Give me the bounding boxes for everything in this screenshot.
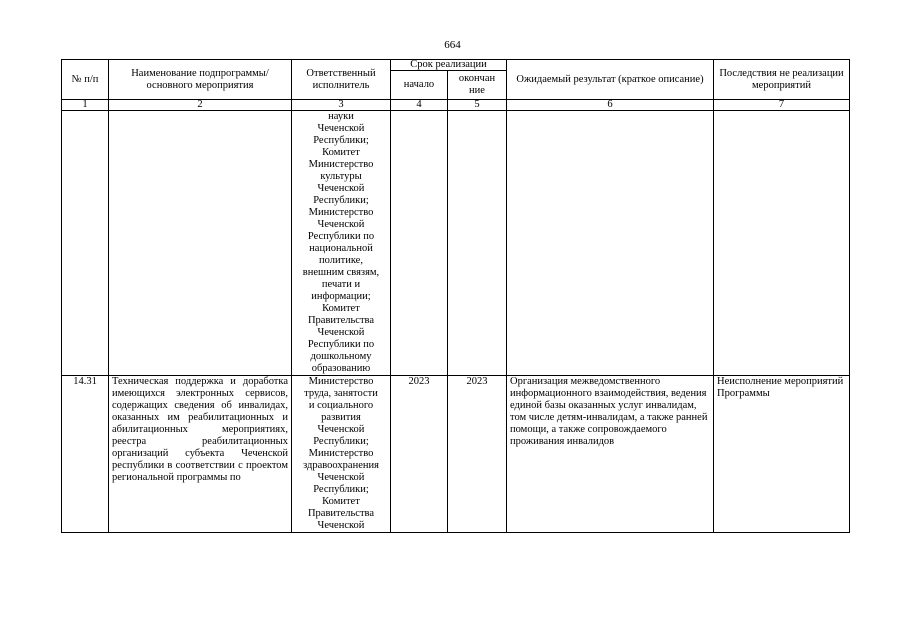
cont-consequences-cell [714, 111, 850, 376]
responsible-line: культуры [320, 171, 362, 182]
row-end-year: 2023 [448, 376, 507, 533]
responsible-line: политике, [319, 255, 363, 266]
page-number: 664 [444, 39, 461, 51]
cont-name-cell [109, 111, 292, 376]
responsible-line: внешним связям, [302, 267, 380, 278]
header-start: начало [391, 71, 448, 100]
responsible-line: Республики; [313, 484, 369, 495]
header-number: № п/п [62, 60, 109, 100]
header-name: Наименование подпрограммы/ основного мероприятия [109, 60, 292, 100]
cont-result-cell [507, 111, 714, 376]
responsible-line: Чеченской [317, 123, 365, 134]
responsible-line: дошкольному [310, 351, 372, 362]
responsible-line: Республики; [313, 436, 369, 447]
cont-end-cell [448, 111, 507, 376]
responsible-line: Правительства [307, 315, 375, 326]
responsible-line: Чеченской [317, 183, 365, 194]
column-number: 4 [391, 100, 448, 111]
responsible-line: Чеченской [317, 327, 365, 338]
responsible-line: Комитет [322, 496, 360, 507]
responsible-line: национальной [309, 243, 373, 254]
responsible-line: Министерство [308, 207, 374, 218]
cont-number-cell [62, 111, 109, 376]
column-number: 5 [448, 100, 507, 111]
responsible-line: Комитет [322, 147, 360, 158]
responsible-line: Республики по [307, 231, 375, 242]
program-table [61, 59, 850, 533]
column-number-row [62, 100, 850, 111]
header-result: Ожидаемый результат (краткое описание) [507, 60, 714, 100]
responsible-line: Чеченской [317, 424, 365, 435]
cont-start-cell [391, 111, 448, 376]
responsible-line: здравоохранения [303, 460, 379, 471]
responsible-line: Комитет [322, 303, 360, 314]
responsible-line: науки [328, 111, 354, 122]
header-consequences: Последствия не реализации мероприятий [714, 60, 850, 100]
responsible-line: Министерство [308, 159, 374, 170]
header-end: окончан ние [448, 71, 507, 100]
row-expected-result: Организация межведомственного информационного взаимодействия, ведения единой базы оказанных услуг инвалидам, том числе детям-инвалидам, а также ранней помощи, а также сопровождаемого проживания инвалидов [507, 376, 714, 533]
row-number: 14.31 [62, 376, 109, 533]
responsible-line: образованию [311, 363, 371, 374]
row-consequences: Неисполнение мероприятий Программы [714, 376, 850, 533]
column-number: 2 [109, 100, 292, 111]
header-period: Срок реализации [391, 60, 507, 71]
responsible-line: Республики; [313, 195, 369, 206]
row-responsible [292, 376, 391, 533]
table-row-continued [62, 111, 850, 376]
row-activity-name: Техническая поддержка и доработка имеющихся электронных сервисов, содержащих сведения об инвалидах, оказанных им реабилитационных и абилитационных мероприятиях, реестра реабилитационных организаций субъекта Чеченской республики в соответствии с проектом региональной программы по [109, 376, 292, 533]
responsible-line: Правительства [307, 508, 375, 519]
responsible-line: Чеченской [317, 472, 365, 483]
responsible-line: информации; [311, 291, 371, 302]
responsible-line: развития [321, 412, 361, 423]
responsible-line: Министерство [308, 448, 374, 459]
column-number: 1 [62, 100, 109, 111]
responsible-line: Республики по [307, 339, 375, 350]
header-responsible: Ответственный исполнитель [292, 60, 391, 100]
responsible-line: Чеченской [317, 219, 365, 230]
column-number: 3 [292, 100, 391, 111]
responsible-line: труда, занятости [304, 388, 378, 399]
responsible-line: печати и [321, 279, 361, 290]
column-number: 6 [507, 100, 714, 111]
responsible-line: и социального [308, 400, 374, 411]
row-start-year: 2023 [391, 376, 448, 533]
header-row [62, 60, 850, 71]
responsible-line: Министерство [308, 376, 374, 387]
table-row-14-31 [62, 376, 850, 533]
responsible-line: Чеченской [317, 520, 365, 531]
responsible-line: Республики; [313, 135, 369, 146]
cont-responsible-cell [292, 111, 391, 376]
column-number: 7 [714, 100, 850, 111]
